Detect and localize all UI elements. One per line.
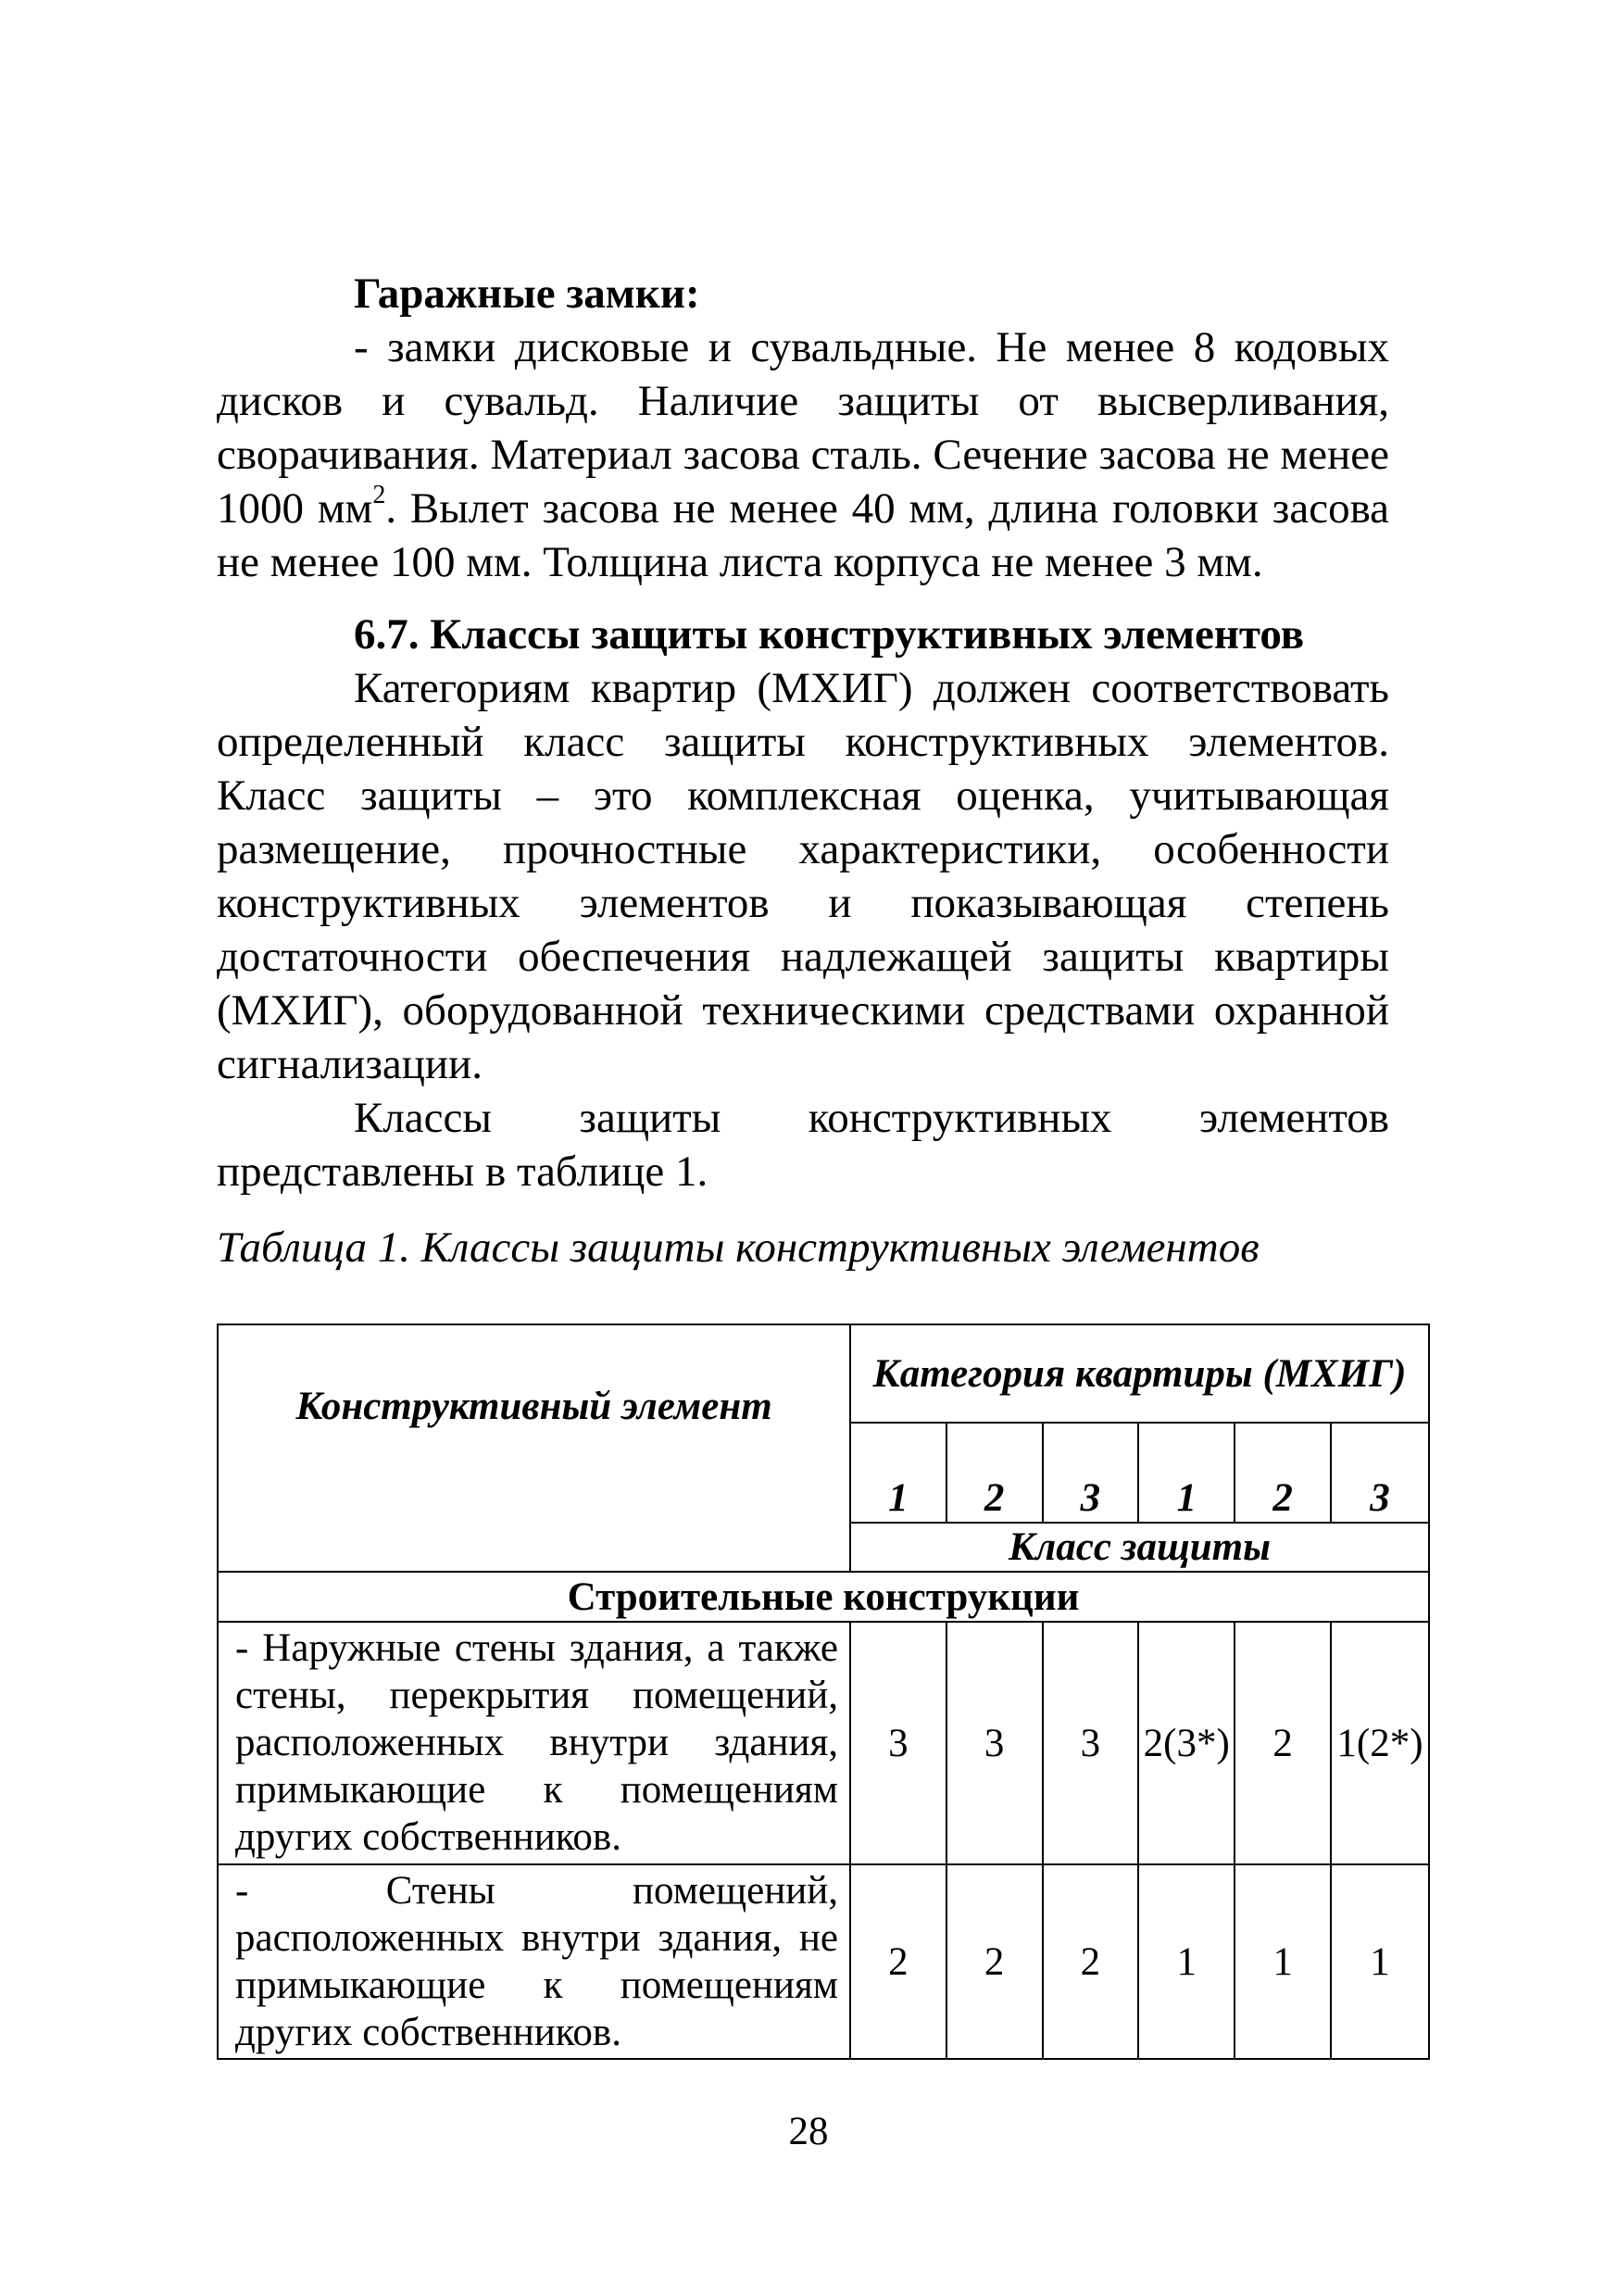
garage-text-part-2: . Вылет засова не менее 40 мм, длина головки засова не менее 100 мм. Толщина листа корпуса не менее 3 мм.: [217, 484, 1390, 586]
category-number: 2: [946, 1423, 1043, 1523]
row-value: 3: [946, 1622, 1043, 1864]
garage-locks-heading: Гаражные замки:: [354, 270, 700, 318]
row-value: 2(3*): [1138, 1622, 1235, 1864]
row-value: 3: [850, 1622, 946, 1864]
header-element: Конструктивный элемент: [218, 1324, 850, 1572]
row-value: 2: [946, 1864, 1043, 2059]
category-number: 2: [1235, 1423, 1331, 1523]
section-paragraph-1: Категориям квартир (МХИГ) должен соответствовать определенный класс защиты конструктивных элементов. Класс защиты – это комплексная оценка, учитывающая размещение, прочностные характеристики, особенности конструктивных элементов и показывающая степень достаточности обеспечения надлежащей защиты квартиры (МХИГ), оборудованной техническими средствами охранной сигнализации.: [217, 664, 1389, 1088]
table-row: [218, 1622, 1429, 1864]
category-number: 3: [1331, 1423, 1429, 1523]
section-paragraph-2: Классы защиты конструктивных элементов представлены в таблице 1.: [217, 1094, 1389, 1196]
category-number: 1: [1138, 1423, 1235, 1523]
table-caption: Таблица 1. Классы защиты конструктивных элементов: [217, 1223, 1260, 1272]
protection-classes-table: [217, 1324, 1430, 2060]
superscript-2: 2: [372, 481, 386, 510]
group-title: Строительные конструкции: [218, 1572, 1429, 1622]
row-value: 1: [1331, 1864, 1429, 2059]
category-number: 1: [850, 1423, 946, 1523]
row-value: 1: [1235, 1864, 1331, 2059]
row-value: 2: [1043, 1864, 1139, 2059]
row-value: 2: [850, 1864, 946, 2059]
row-value: 1(2*): [1331, 1622, 1429, 1864]
row-value: 2: [1235, 1622, 1331, 1864]
garage-locks-paragraph: [217, 320, 1389, 589]
row-value: 3: [1043, 1622, 1139, 1864]
category-number: 3: [1043, 1423, 1139, 1523]
section-heading: 6.7. Классы защиты конструктивных элементов: [354, 610, 1305, 659]
header-category: Категория квартиры (МХИГ): [850, 1324, 1429, 1423]
row-text: - Наружные стены здания, а также стены, перекрытия помещений, расположенных внутри здания, примыкающие к помещениям других собственников.: [218, 1622, 850, 1864]
header-class: Класс защиты: [850, 1523, 1429, 1572]
row-value: 1: [1138, 1864, 1235, 2059]
table-row: [218, 1864, 1429, 2059]
row-text: - Стены помещений, расположенных внутри здания, не примыкающие к помещениям других собственников.: [218, 1864, 850, 2059]
body-text: [217, 267, 1389, 1198]
page-number: 28: [788, 2110, 829, 2153]
garage-text-part-1: - замки дисковые и сувальдные. Не менее 8 кодовых дисков и сувальд. Наличие защиты от высверливания, сворачивания. Материал засова сталь. Сечение засова не менее 1000 мм: [217, 323, 1389, 533]
